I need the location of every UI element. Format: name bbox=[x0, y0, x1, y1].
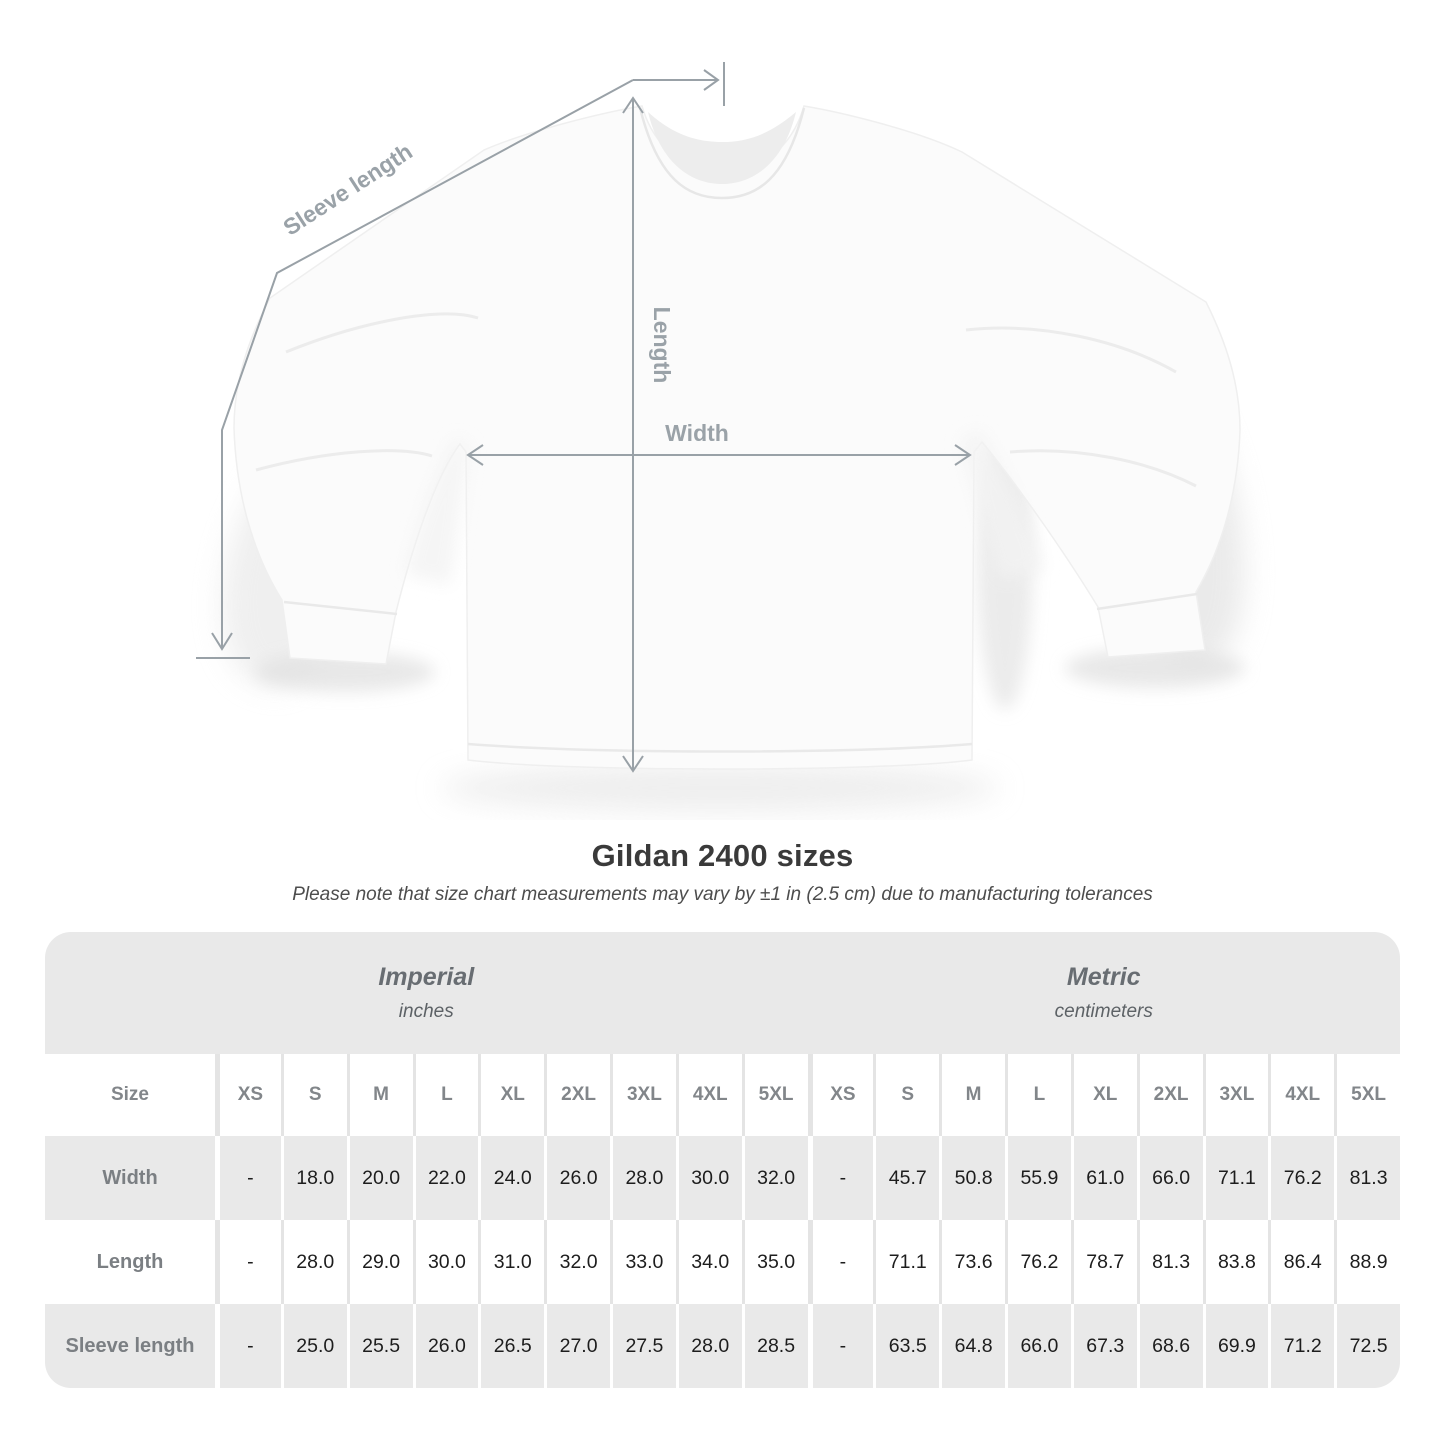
value-cell: 72.5 bbox=[1334, 1304, 1400, 1388]
value-cell: 67.3 bbox=[1071, 1304, 1137, 1388]
value-cell: 69.9 bbox=[1203, 1304, 1269, 1388]
chart-subtitle: Please note that size chart measurements may vary by ±1 in (2.5 cm) due to manufacturing tolerances bbox=[292, 884, 1153, 905]
value-cell: 64.8 bbox=[939, 1304, 1005, 1388]
value-cell: - bbox=[808, 1304, 874, 1388]
value-cell: 34.0 bbox=[676, 1220, 742, 1304]
value-cell: 26.0 bbox=[413, 1304, 479, 1388]
value-cell: 35.0 bbox=[742, 1220, 808, 1304]
value-cell: 27.5 bbox=[610, 1304, 676, 1388]
size-header-metric-5xl: 5XL bbox=[1334, 1054, 1400, 1136]
size-header-metric-2xl: 2XL bbox=[1137, 1054, 1203, 1136]
value-cell: 78.7 bbox=[1071, 1220, 1137, 1304]
size-header-metric-l: L bbox=[1005, 1054, 1071, 1136]
size-header-imperial-5xl: 5XL bbox=[742, 1054, 808, 1136]
value-cell: 24.0 bbox=[478, 1136, 544, 1220]
value-cell: 76.2 bbox=[1005, 1220, 1071, 1304]
value-cell: 28.0 bbox=[281, 1220, 347, 1304]
width-label: Width bbox=[665, 420, 729, 446]
value-cell: 28.0 bbox=[676, 1304, 742, 1388]
value-cell: 25.0 bbox=[281, 1304, 347, 1388]
value-cell: 66.0 bbox=[1137, 1136, 1203, 1220]
value-cell: 29.0 bbox=[347, 1220, 413, 1304]
unit-label-inches: inches bbox=[398, 1001, 454, 1022]
size-table bbox=[45, 932, 1400, 1388]
size-header-imperial-s: S bbox=[281, 1054, 347, 1136]
value-cell: - bbox=[215, 1220, 281, 1304]
unit-name-metric: Metric bbox=[1066, 963, 1141, 991]
value-cell: 28.5 bbox=[742, 1304, 808, 1388]
value-cell: 66.0 bbox=[1005, 1304, 1071, 1388]
size-header-imperial-4xl: 4XL bbox=[676, 1054, 742, 1136]
value-cell: 68.6 bbox=[1137, 1304, 1203, 1388]
chart-title: Gildan 2400 sizes bbox=[591, 838, 854, 873]
size-corner-label: Size bbox=[45, 1054, 215, 1136]
value-cell: 18.0 bbox=[281, 1136, 347, 1220]
unit-header-metric bbox=[808, 932, 1401, 1054]
value-cell: 28.0 bbox=[610, 1136, 676, 1220]
size-header-metric-xs: XS bbox=[808, 1054, 874, 1136]
value-cell: 71.1 bbox=[1203, 1136, 1269, 1220]
value-cell: 63.5 bbox=[873, 1304, 939, 1388]
value-cell: - bbox=[808, 1136, 874, 1220]
value-cell: 71.2 bbox=[1268, 1304, 1334, 1388]
value-cell: 26.0 bbox=[544, 1136, 610, 1220]
value-cell: 30.0 bbox=[676, 1136, 742, 1220]
size-header-metric-s: S bbox=[873, 1054, 939, 1136]
value-cell: 61.0 bbox=[1071, 1136, 1137, 1220]
value-cell: 81.3 bbox=[1334, 1136, 1400, 1220]
value-cell: 81.3 bbox=[1137, 1220, 1203, 1304]
size-header-metric-xl: XL bbox=[1071, 1054, 1137, 1136]
value-cell: 86.4 bbox=[1268, 1220, 1334, 1304]
size-header-imperial-m: M bbox=[347, 1054, 413, 1136]
value-cell: 20.0 bbox=[347, 1136, 413, 1220]
value-cell: 55.9 bbox=[1005, 1136, 1071, 1220]
size-header-imperial-3xl: 3XL bbox=[610, 1054, 676, 1136]
length-label: Length bbox=[649, 306, 675, 384]
size-header-imperial-2xl: 2XL bbox=[544, 1054, 610, 1136]
value-cell: 30.0 bbox=[413, 1220, 479, 1304]
row-label: Sleeve length bbox=[45, 1304, 215, 1388]
value-cell: 76.2 bbox=[1268, 1136, 1334, 1220]
sleeve-length-label: Sleeve length bbox=[278, 138, 417, 241]
value-cell: - bbox=[215, 1136, 281, 1220]
value-cell: 33.0 bbox=[610, 1220, 676, 1304]
value-cell: 26.5 bbox=[478, 1304, 544, 1388]
row-label: Width bbox=[45, 1136, 215, 1220]
size-header-imperial-xl: XL bbox=[478, 1054, 544, 1136]
value-cell: 45.7 bbox=[873, 1136, 939, 1220]
size-header-imperial-xs: XS bbox=[215, 1054, 281, 1136]
size-header-metric-m: M bbox=[939, 1054, 1005, 1136]
value-cell: - bbox=[215, 1304, 281, 1388]
value-cell: 27.0 bbox=[544, 1304, 610, 1388]
unit-label-centimeters: centimeters bbox=[1054, 1001, 1153, 1022]
value-cell: 31.0 bbox=[478, 1220, 544, 1304]
size-header-imperial-l: L bbox=[413, 1054, 479, 1136]
value-cell: 25.5 bbox=[347, 1304, 413, 1388]
value-cell: 71.1 bbox=[873, 1220, 939, 1304]
unit-name-imperial: Imperial bbox=[378, 963, 475, 991]
title-block bbox=[0, 838, 1445, 906]
value-cell: - bbox=[808, 1220, 874, 1304]
value-cell: 50.8 bbox=[939, 1136, 1005, 1220]
value-cell: 22.0 bbox=[413, 1136, 479, 1220]
value-cell: 88.9 bbox=[1334, 1220, 1400, 1304]
value-cell: 73.6 bbox=[939, 1220, 1005, 1304]
unit-header-imperial bbox=[45, 932, 808, 1054]
value-cell: 32.0 bbox=[544, 1220, 610, 1304]
value-cell: 32.0 bbox=[742, 1136, 808, 1220]
size-header-metric-4xl: 4XL bbox=[1268, 1054, 1334, 1136]
value-cell: 83.8 bbox=[1203, 1220, 1269, 1304]
row-label: Length bbox=[45, 1220, 215, 1304]
size-header-metric-3xl: 3XL bbox=[1203, 1054, 1269, 1136]
